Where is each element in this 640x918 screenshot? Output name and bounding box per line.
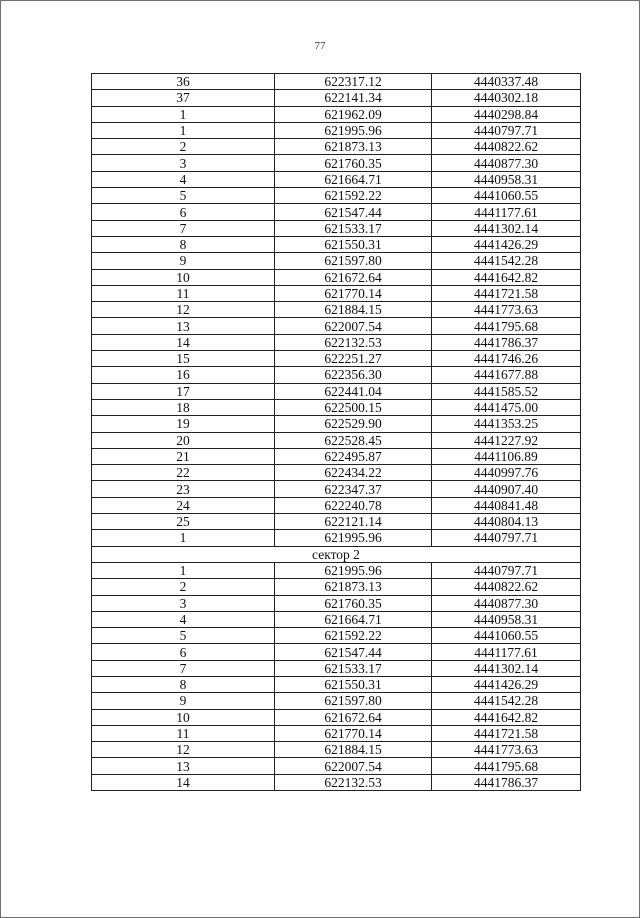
point-number-cell: 14: [92, 334, 275, 350]
y-coordinate-cell: 4440337.48: [432, 74, 581, 90]
x-coordinate-cell: 622441.04: [275, 383, 432, 399]
y-coordinate-cell: 4441426.29: [432, 236, 581, 252]
y-coordinate-cell: 4441642.82: [432, 709, 581, 725]
x-coordinate-cell: 621760.35: [275, 595, 432, 611]
y-coordinate-cell: 4440298.84: [432, 106, 581, 122]
y-coordinate-cell: 4440797.71: [432, 530, 581, 546]
y-coordinate-cell: 4441795.68: [432, 318, 581, 334]
table-row: [92, 774, 581, 790]
point-number-cell: 15: [92, 351, 275, 367]
point-number-cell: 19: [92, 416, 275, 432]
point-number-cell: 4: [92, 171, 275, 187]
coordinates-table: [91, 73, 581, 791]
point-number-cell: 2: [92, 579, 275, 595]
table-row: [92, 188, 581, 204]
point-number-cell: 14: [92, 774, 275, 790]
table-row: [92, 644, 581, 660]
y-coordinate-cell: 4441746.26: [432, 351, 581, 367]
table-row: [92, 416, 581, 432]
y-coordinate-cell: 4440797.71: [432, 122, 581, 138]
table-row: [92, 106, 581, 122]
point-number-cell: 18: [92, 399, 275, 415]
x-coordinate-cell: 621884.15: [275, 302, 432, 318]
table-row: [92, 579, 581, 595]
point-number-cell: 4: [92, 611, 275, 627]
y-coordinate-cell: 4441642.82: [432, 269, 581, 285]
table-row: [92, 171, 581, 187]
x-coordinate-cell: 622141.34: [275, 90, 432, 106]
y-coordinate-cell: 4441302.14: [432, 660, 581, 676]
table-row: [92, 334, 581, 350]
point-number-cell: 23: [92, 481, 275, 497]
y-coordinate-cell: 4441177.61: [432, 204, 581, 220]
x-coordinate-cell: 621547.44: [275, 204, 432, 220]
x-coordinate-cell: 621873.13: [275, 139, 432, 155]
y-coordinate-cell: 4440841.48: [432, 497, 581, 513]
table-row: [92, 351, 581, 367]
table-row: [92, 595, 581, 611]
table-row: [92, 220, 581, 236]
point-number-cell: 25: [92, 514, 275, 530]
y-coordinate-cell: 4440797.71: [432, 562, 581, 578]
y-coordinate-cell: 4440822.62: [432, 139, 581, 155]
x-coordinate-cell: 621547.44: [275, 644, 432, 660]
x-coordinate-cell: 622495.87: [275, 448, 432, 464]
x-coordinate-cell: 621760.35: [275, 155, 432, 171]
point-number-cell: 7: [92, 220, 275, 236]
x-coordinate-cell: 621770.14: [275, 285, 432, 301]
x-coordinate-cell: 621597.80: [275, 253, 432, 269]
table-row: [92, 383, 581, 399]
table-row: [92, 122, 581, 138]
table-row: [92, 139, 581, 155]
y-coordinate-cell: 4441773.63: [432, 742, 581, 758]
point-number-cell: 1: [92, 530, 275, 546]
point-number-cell: 10: [92, 709, 275, 725]
table-row: [92, 660, 581, 676]
x-coordinate-cell: 622317.12: [275, 74, 432, 90]
table-row: [92, 530, 581, 546]
table-row: [92, 497, 581, 513]
point-number-cell: 8: [92, 236, 275, 252]
point-number-cell: 20: [92, 432, 275, 448]
x-coordinate-cell: 622121.14: [275, 514, 432, 530]
table-row: [92, 628, 581, 644]
x-coordinate-cell: 621995.96: [275, 122, 432, 138]
table-row: [92, 514, 581, 530]
point-number-cell: 24: [92, 497, 275, 513]
x-coordinate-cell: 621664.71: [275, 171, 432, 187]
point-number-cell: 22: [92, 465, 275, 481]
x-coordinate-cell: 622500.15: [275, 399, 432, 415]
y-coordinate-cell: 4441060.55: [432, 188, 581, 204]
point-number-cell: 6: [92, 204, 275, 220]
x-coordinate-cell: 621884.15: [275, 742, 432, 758]
y-coordinate-cell: 4441721.58: [432, 285, 581, 301]
point-number-cell: 2: [92, 139, 275, 155]
section-label: сектор 2: [92, 546, 581, 562]
x-coordinate-cell: 621664.71: [275, 611, 432, 627]
table-row: [92, 236, 581, 252]
x-coordinate-cell: 621873.13: [275, 579, 432, 595]
y-coordinate-cell: 4441773.63: [432, 302, 581, 318]
page-number: 77: [314, 40, 326, 52]
y-coordinate-cell: 4441227.92: [432, 432, 581, 448]
table-row: [92, 742, 581, 758]
table-row: [92, 709, 581, 725]
point-number-cell: 37: [92, 90, 275, 106]
y-coordinate-cell: 4441795.68: [432, 758, 581, 774]
y-coordinate-cell: 4440877.30: [432, 155, 581, 171]
table-row: [92, 367, 581, 383]
point-number-cell: 3: [92, 595, 275, 611]
x-coordinate-cell: 622132.53: [275, 774, 432, 790]
table-row: [92, 611, 581, 627]
point-number-cell: 13: [92, 318, 275, 334]
table-row: [92, 465, 581, 481]
point-number-cell: 1: [92, 562, 275, 578]
y-coordinate-cell: 4440997.76: [432, 465, 581, 481]
y-coordinate-cell: 4441721.58: [432, 725, 581, 741]
y-coordinate-cell: 4441542.28: [432, 693, 581, 709]
table-row: [92, 725, 581, 741]
point-number-cell: 7: [92, 660, 275, 676]
y-coordinate-cell: 4441177.61: [432, 644, 581, 660]
x-coordinate-cell: 621672.64: [275, 709, 432, 725]
x-coordinate-cell: 621995.96: [275, 530, 432, 546]
table-row: [92, 693, 581, 709]
x-coordinate-cell: 621550.31: [275, 676, 432, 692]
table-row: [92, 758, 581, 774]
x-coordinate-cell: 622240.78: [275, 497, 432, 513]
x-coordinate-cell: 621962.09: [275, 106, 432, 122]
table-row: [92, 285, 581, 301]
x-coordinate-cell: 622007.54: [275, 318, 432, 334]
point-number-cell: 12: [92, 742, 275, 758]
y-coordinate-cell: 4441786.37: [432, 334, 581, 350]
table-row: [92, 676, 581, 692]
table-row: [92, 562, 581, 578]
table-row: [92, 269, 581, 285]
x-coordinate-cell: 622356.30: [275, 367, 432, 383]
point-number-cell: 11: [92, 725, 275, 741]
y-coordinate-cell: 4440907.40: [432, 481, 581, 497]
x-coordinate-cell: 621592.22: [275, 628, 432, 644]
point-number-cell: 9: [92, 253, 275, 269]
coordinates-table-body: [92, 74, 581, 791]
y-coordinate-cell: 4440302.18: [432, 90, 581, 106]
point-number-cell: 1: [92, 122, 275, 138]
x-coordinate-cell: 622132.53: [275, 334, 432, 350]
x-coordinate-cell: 622251.27: [275, 351, 432, 367]
point-number-cell: 11: [92, 285, 275, 301]
table-row: [92, 481, 581, 497]
table-row: [92, 90, 581, 106]
y-coordinate-cell: 4440958.31: [432, 611, 581, 627]
y-coordinate-cell: 4440958.31: [432, 171, 581, 187]
section-header-row: [92, 546, 581, 562]
table-row: [92, 432, 581, 448]
point-number-cell: 36: [92, 74, 275, 90]
point-number-cell: 6: [92, 644, 275, 660]
table-row: [92, 74, 581, 90]
x-coordinate-cell: 622007.54: [275, 758, 432, 774]
x-coordinate-cell: 621770.14: [275, 725, 432, 741]
x-coordinate-cell: 621550.31: [275, 236, 432, 252]
y-coordinate-cell: 4441542.28: [432, 253, 581, 269]
point-number-cell: 12: [92, 302, 275, 318]
y-coordinate-cell: 4441353.25: [432, 416, 581, 432]
y-coordinate-cell: 4441786.37: [432, 774, 581, 790]
table-row: [92, 448, 581, 464]
y-coordinate-cell: 4441426.29: [432, 676, 581, 692]
x-coordinate-cell: 621597.80: [275, 693, 432, 709]
y-coordinate-cell: 4441302.14: [432, 220, 581, 236]
y-coordinate-cell: 4440804.13: [432, 514, 581, 530]
y-coordinate-cell: 4441475.00: [432, 399, 581, 415]
point-number-cell: 13: [92, 758, 275, 774]
y-coordinate-cell: 4441106.89: [432, 448, 581, 464]
table-row: [92, 253, 581, 269]
point-number-cell: 16: [92, 367, 275, 383]
x-coordinate-cell: 621533.17: [275, 220, 432, 236]
y-coordinate-cell: 4440822.62: [432, 579, 581, 595]
x-coordinate-cell: 622529.90: [275, 416, 432, 432]
table-row: [92, 302, 581, 318]
point-number-cell: 17: [92, 383, 275, 399]
x-coordinate-cell: 621533.17: [275, 660, 432, 676]
point-number-cell: 21: [92, 448, 275, 464]
point-number-cell: 10: [92, 269, 275, 285]
point-number-cell: 5: [92, 628, 275, 644]
table-row: [92, 399, 581, 415]
x-coordinate-cell: 621995.96: [275, 562, 432, 578]
x-coordinate-cell: 622347.37: [275, 481, 432, 497]
table-row: [92, 318, 581, 334]
y-coordinate-cell: 4440877.30: [432, 595, 581, 611]
table-row: [92, 155, 581, 171]
x-coordinate-cell: 621672.64: [275, 269, 432, 285]
x-coordinate-cell: 622434.22: [275, 465, 432, 481]
point-number-cell: 5: [92, 188, 275, 204]
y-coordinate-cell: 4441677.88: [432, 367, 581, 383]
y-coordinate-cell: 4441060.55: [432, 628, 581, 644]
x-coordinate-cell: 622528.45: [275, 432, 432, 448]
point-number-cell: 1: [92, 106, 275, 122]
x-coordinate-cell: 621592.22: [275, 188, 432, 204]
point-number-cell: 9: [92, 693, 275, 709]
point-number-cell: 8: [92, 676, 275, 692]
y-coordinate-cell: 4441585.52: [432, 383, 581, 399]
point-number-cell: 3: [92, 155, 275, 171]
table-row: [92, 204, 581, 220]
